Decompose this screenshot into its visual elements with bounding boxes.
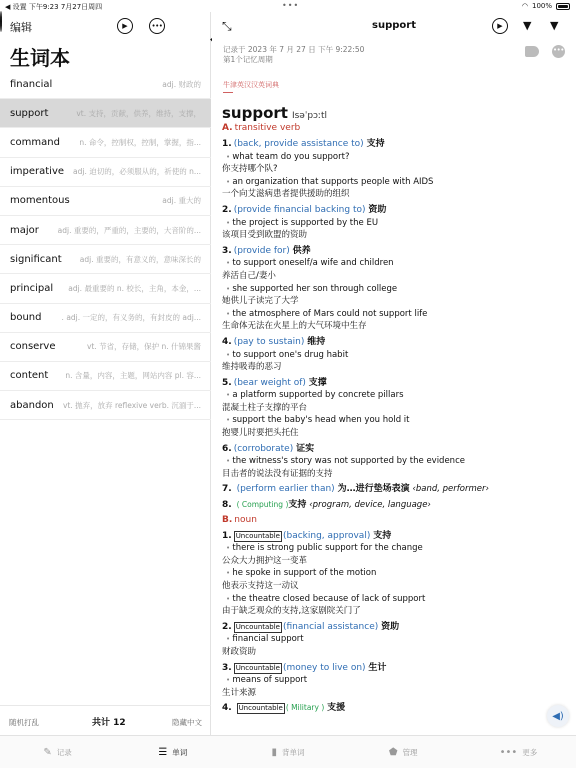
sense-chinese: 支持 — [288, 500, 307, 511]
status-left — [5, 2, 102, 12]
example-english: • to support oneself/a wife and children — [222, 257, 568, 270]
sense-4 — [222, 336, 568, 349]
example-english: • support the baby's head when you hold it — [222, 414, 568, 427]
list-item[interactable] — [0, 70, 211, 99]
sense-5 — [222, 377, 568, 390]
sense-number: 2. — [222, 204, 232, 215]
list-item-word: support — [10, 107, 49, 119]
sense-number: 3. — [222, 662, 232, 673]
detail-title: support — [372, 20, 416, 31]
list-item-definition: adj. 财政的 — [162, 79, 201, 89]
sense-number: 5. — [222, 377, 232, 388]
list-item[interactable] — [0, 362, 211, 391]
pos-label: noun — [234, 514, 257, 525]
sense-number: 1. — [222, 139, 232, 149]
list-item-definition: adj. 重要的，严重的，主要的，大音阶的... — [57, 225, 201, 235]
example-chinese: 由于缺乏观众的支持,这家剧院关门了 — [222, 606, 361, 617]
example-chinese: 她供儿子读完了大学 — [222, 296, 299, 307]
memory-cycle: 第1个记忆周期 — [223, 55, 273, 64]
sense-gloss: (money to live on) — [282, 662, 366, 673]
example-english: • the witness's story was not supported by the evidence — [222, 455, 568, 468]
sense-gloss: (provide financial backing to) — [233, 204, 366, 215]
list-item-definition: adj. 最重要的 n. 校长，主角，本金，... — [68, 283, 201, 293]
sense-chinese: 支持 — [373, 530, 392, 541]
sense-3 — [222, 245, 568, 258]
sense-chinese: 资助 — [368, 204, 387, 215]
tab-icon: ☰ — [158, 746, 168, 758]
sense-chinese: 支持 — [366, 139, 385, 149]
list-item[interactable] — [0, 304, 211, 333]
page-title: 生词本 — [10, 46, 70, 70]
sense-gloss: (pay to sustain) — [233, 336, 305, 347]
example-chinese: 公众大力拥护这一变革 — [222, 555, 308, 566]
status-time: 下午9:23 — [28, 3, 59, 11]
grammar-box: Uncountable — [235, 622, 280, 631]
left-footer — [0, 705, 211, 735]
hide-chinese-button[interactable]: 隐藏中文 — [172, 718, 202, 727]
sense-chinese: 资助 — [381, 621, 400, 632]
shuffle-button[interactable]: 随机打乱 — [9, 718, 39, 727]
grammar-box: Uncountable — [238, 704, 283, 713]
wifi-icon: ◠ — [521, 2, 528, 10]
list-item-word: conserve — [10, 341, 56, 353]
example-chinese: 目击者的说法没有证据的支持 — [222, 468, 333, 479]
list-item[interactable] — [0, 128, 211, 157]
example-chinese: 一个向艾滋病患者提供援助的组织 — [222, 189, 350, 200]
sense-2 — [222, 621, 568, 634]
example-chinese: 你支持哪个队? — [222, 164, 278, 175]
example-chinese: 混凝土柱子支撑的平台 — [222, 402, 308, 413]
list-item[interactable] — [0, 99, 211, 128]
pos-noun — [222, 515, 568, 527]
example-english: • the theatre closed because of lack of support — [222, 593, 568, 606]
list-item-definition: vt. 支持，贡献，供养，维持，支撑， — [76, 108, 201, 118]
tab-icon: ••• — [499, 746, 518, 758]
next-word-icon[interactable]: ▼ — [523, 19, 532, 32]
sense-3 — [222, 662, 568, 675]
list-item[interactable] — [0, 333, 211, 362]
sense-number: 2. — [222, 621, 232, 632]
tab-icon: ⬟ — [388, 746, 398, 758]
sense-chinese: 支撑 — [308, 377, 327, 388]
tab-label: 记录 — [56, 747, 72, 757]
list-item-word: financial — [10, 78, 53, 90]
list-item-definition: n. 命令，控制权，控制，掌握，指... — [79, 137, 201, 147]
status-date: 7月27日周四 — [60, 3, 103, 11]
speaker-icon[interactable]: ◀) — [547, 705, 569, 727]
example-english: • to support one's drug habit — [222, 349, 568, 362]
list-item[interactable] — [0, 391, 211, 420]
example-english: • financial support — [222, 633, 568, 646]
sense-gloss: (corroborate) — [233, 443, 294, 454]
noun-sense-4 — [222, 702, 568, 715]
tab-icon: ✎ — [43, 746, 52, 758]
sense-gloss: (back, provide assistance to) — [233, 139, 364, 149]
list-item[interactable] — [0, 245, 211, 274]
tab-0[interactable] — [0, 736, 115, 768]
pos-letter: B. — [222, 514, 233, 525]
sense-2 — [222, 204, 568, 217]
sense-gloss: (bear weight of) — [233, 377, 306, 388]
list-item-definition: n. 含量，内容，主题，网站内容 pl. 容... — [65, 371, 201, 381]
verb-senses — [222, 138, 568, 480]
example-english: • there is strong public support for the change — [222, 542, 568, 555]
sense-chinese: 生计 — [368, 662, 387, 673]
dictionary-tab[interactable]: 牛津英汉汉英词典 — [223, 81, 279, 89]
sense-8 — [222, 499, 568, 512]
sense-gloss: (backing, approval) — [282, 530, 371, 541]
list-item-word: major — [10, 224, 39, 236]
dictionary-tab-underline — [223, 92, 233, 93]
example-chinese: 生命体无法在火星上的大气环境中生存 — [222, 321, 367, 332]
example-english: • means of support — [222, 674, 568, 687]
sense-chinese: 支援 — [327, 703, 346, 714]
list-item-word: command — [10, 136, 60, 148]
example-english: • the project is supported by the EU — [222, 217, 568, 230]
filter-icon[interactable]: ▼ — [550, 19, 559, 32]
search-icon[interactable] — [0, 11, 2, 32]
headword — [222, 104, 568, 122]
list-item-definition: . adj. 一定的，有义务的，有封皮的 adj... — [61, 313, 201, 323]
example-english: • the atmosphere of Mars could not support life — [222, 308, 568, 321]
sense-number: 8. — [222, 500, 232, 511]
play-icon[interactable]: ▶ — [117, 18, 133, 34]
sense-number: 6. — [222, 443, 232, 454]
status-right — [522, 2, 570, 10]
list-item-word: momentous — [10, 195, 70, 207]
list-item-definition: adj. 迫切的，必须服从的，祈使的 n... — [73, 167, 201, 177]
pos-label: transitive verb — [234, 123, 301, 133]
sense-gloss: (financial assistance) — [282, 621, 379, 632]
list-item[interactable] — [0, 216, 211, 245]
example-chinese: 养活自己/妻小 — [222, 270, 276, 281]
multitask-dots-icon[interactable]: ••• — [282, 1, 300, 10]
edit-button[interactable]: 编辑 — [10, 21, 32, 34]
back-to-settings[interactable]: ◀ 设置 — [5, 3, 27, 11]
example-chinese: 维持吸毒的恶习 — [222, 362, 282, 373]
sense-number: 4. — [222, 336, 232, 347]
expand-icon[interactable]: ⤡ — [222, 19, 232, 33]
dictionary-entry — [222, 104, 568, 715]
tab-icon: ▮ — [271, 746, 278, 758]
left-header — [0, 12, 211, 40]
pronunciation: Isəˈpɔːtl — [291, 111, 328, 121]
tab-label: 单词 — [172, 747, 188, 757]
tab-label: 更多 — [522, 747, 538, 757]
play-word-icon[interactable]: ▶ — [492, 18, 508, 34]
tab-label: 背单词 — [282, 747, 305, 757]
battery-icon — [556, 3, 570, 10]
headword-text: support — [222, 104, 288, 122]
example-english: • a platform supported by concrete pillars — [222, 389, 568, 402]
example-chinese: 该项目受到欧盟的资助 — [222, 230, 308, 241]
more-icon[interactable]: ••• — [149, 18, 165, 34]
sense-chinese: 供养 — [292, 245, 311, 256]
sense-number: 7. — [222, 484, 232, 495]
list-item-word: abandon — [10, 399, 54, 411]
list-item-word: principal — [10, 282, 54, 294]
list-item[interactable] — [0, 274, 211, 303]
example-english: • an organization that supports people with AIDS — [222, 176, 568, 189]
sense-chinese: 为…进行垫场表演 — [337, 484, 410, 495]
list-item-definition: vt. 抛弃，放弃 reflexive verb. 沉湎于... — [62, 400, 201, 410]
example-english: • she supported her son through college — [222, 283, 568, 296]
sense-field: ( Military ) — [285, 703, 325, 713]
example-chinese: 财政资助 — [222, 646, 257, 657]
word-list-panel — [0, 12, 211, 735]
tab-bar — [0, 735, 576, 768]
sense-number: 3. — [222, 245, 232, 256]
example-chinese: 他表示支持这一动议 — [222, 581, 299, 591]
list-item-word: content — [10, 370, 49, 382]
list-item-definition: adj. 重要的，有意义的，意味深长的 — [79, 254, 201, 264]
sense-gloss: (provide for) — [233, 245, 290, 256]
example-english: • he spoke in support of the motion — [222, 567, 568, 580]
noun-senses — [222, 530, 568, 700]
sense-6 — [222, 443, 568, 456]
pos-letter: A. — [222, 123, 233, 133]
tab-4[interactable] — [461, 736, 576, 768]
tab-1[interactable] — [115, 736, 230, 768]
sense-number: 1. — [222, 530, 232, 541]
sense-collocation: ‹band, performer› — [412, 484, 489, 495]
pos-transitive-verb — [222, 123, 568, 135]
list-item-definition: adj. 重大的 — [162, 196, 201, 206]
tab-2[interactable] — [230, 736, 345, 768]
example-english: • what team do you support? — [222, 151, 568, 164]
list-item-word: imperative — [10, 166, 65, 178]
list-item-word: significant — [10, 253, 62, 265]
battery-percent: 100% — [531, 2, 552, 10]
sense-1 — [222, 138, 568, 151]
sense-1 — [222, 530, 568, 543]
word-detail-panel — [212, 12, 576, 735]
sense-collocation: ‹program, device, language› — [309, 500, 431, 511]
sense-field: ( Computing ) — [236, 500, 289, 510]
tab-3[interactable] — [346, 736, 461, 768]
sense-number: 4. — [222, 703, 232, 714]
status-bar — [0, 0, 576, 12]
sense-chinese: 维持 — [307, 336, 326, 347]
total-count: 共计 12 — [92, 718, 126, 728]
example-chinese: 生计来源 — [222, 687, 257, 698]
sense-gloss: (perform earlier than) — [236, 484, 335, 495]
list-item-word: bound — [10, 312, 42, 324]
example-chinese: 抱婴儿时要把头托住 — [222, 428, 299, 439]
sense-chinese: 证实 — [296, 443, 315, 454]
word-list — [0, 70, 211, 420]
tag-icon[interactable] — [525, 46, 539, 57]
tab-label: 管理 — [402, 747, 418, 757]
detail-more-icon[interactable]: ••• — [552, 45, 565, 58]
list-item[interactable] — [0, 187, 211, 216]
grammar-box: Uncountable — [235, 531, 280, 540]
record-time: 记录于 2023 年 7 月 27 日 下午 9:22:50 — [223, 45, 365, 54]
grammar-box: Uncountable — [235, 663, 280, 672]
right-header — [212, 12, 576, 40]
sense-7 — [222, 483, 568, 496]
list-item[interactable] — [0, 158, 211, 187]
list-item-definition: vt. 节省，存储，保护 n. 什锦果酱 — [86, 342, 201, 352]
